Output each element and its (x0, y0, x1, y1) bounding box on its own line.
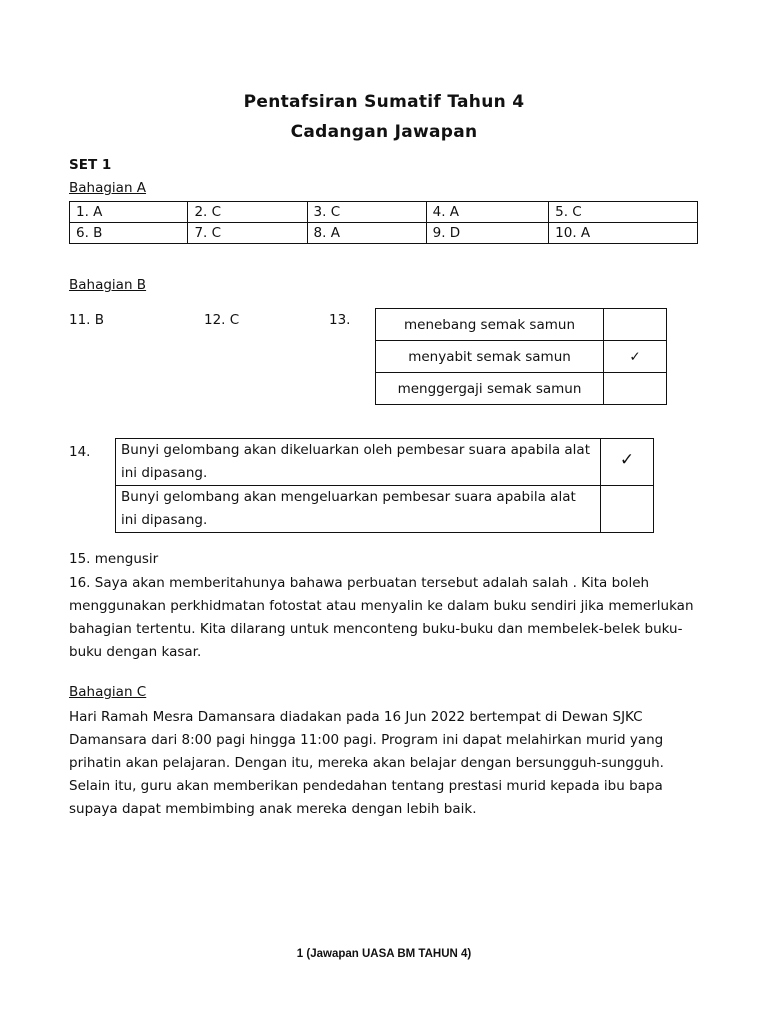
table-row (70, 202, 698, 223)
table-row (376, 309, 667, 341)
section-a-answer-table (69, 201, 698, 244)
section-a-heading: Bahagian A (69, 180, 147, 196)
question-13-table (375, 308, 667, 405)
section-c-heading: Bahagian C (69, 684, 147, 700)
answer-cell: 7. C (188, 223, 307, 244)
answer-cell: 9. D (426, 223, 549, 244)
answer-cell: 6. B (70, 223, 188, 244)
check-icon (604, 309, 667, 341)
section-b-heading: Bahagian B (69, 277, 147, 293)
check-icon (604, 373, 667, 405)
set-label: SET 1 (69, 157, 112, 173)
answer-cell: 8. A (307, 223, 426, 244)
answer-11: 11. B (69, 312, 105, 328)
section-c-essay: Hari Ramah Mesra Damansara diadakan pada 16 Jun 2022 bertempat di Dewan SJKC Damansara dari 8:00 pagi hingga 11:00 pagi. Program ini dapat melahirkan murid yang prihatin akan pelajaran. Dengan itu, mereka akan belajar dengan bersungguh-sungguh. Selain itu, guru akan memberikan pendedahan tentang prestasi murid kepada ibu bapa supaya dapat membimbing anak mereka dengan lebih baik. (69, 709, 664, 817)
question-14-label: 14. (69, 444, 91, 460)
question-14-table (115, 438, 654, 533)
answer-15: 15. mengusir (69, 551, 159, 567)
answer-cell: 1. A (70, 202, 188, 223)
table-row (70, 223, 698, 244)
check-icon: ✓ (619, 450, 635, 470)
answer-12: 12. C (204, 312, 240, 328)
answer-cell: 5. C (549, 202, 698, 223)
option-text: Bunyi gelombang akan mengeluarkan pembesar suara apabila alat ini dipasang. (116, 486, 601, 533)
table-row (116, 439, 654, 486)
option-text: menggergaji semak samun (376, 373, 604, 405)
question-13-label: 13. (329, 312, 351, 328)
option-text: menyabit semak samun (376, 341, 604, 373)
answer-16: 16. Saya akan memberitahunya bahawa perbuatan tersebut adalah salah . Kita boleh menggunakan perkhidmatan fotostat atau menyalin ke dalam buku sendiri jika memerlukan bahagian tertentu. Kita dilarang untuk menconteng buku-buku dan membelek-belek buku-buku dengan kasar. (69, 575, 694, 660)
option-text: Bunyi gelombang akan dikeluarkan oleh pembesar suara apabila alat ini dipasang. (116, 439, 601, 486)
answer-cell: 10. A (549, 223, 698, 244)
table-row (116, 486, 654, 533)
table-row (376, 373, 667, 405)
answer-cell: 4. A (426, 202, 549, 223)
page-footer: 1 (Jawapan UASA BM TAHUN 4) (296, 948, 472, 960)
option-text: menebang semak samun (376, 309, 604, 341)
document-title: Pentafsiran Sumatif Tahun 4 (243, 92, 525, 112)
answer-cell: 2. C (188, 202, 307, 223)
table-row (376, 341, 667, 373)
answer-cell: 3. C (307, 202, 426, 223)
check-icon: ✓ (604, 341, 667, 373)
document-subtitle: Cadangan Jawapan (290, 122, 478, 142)
